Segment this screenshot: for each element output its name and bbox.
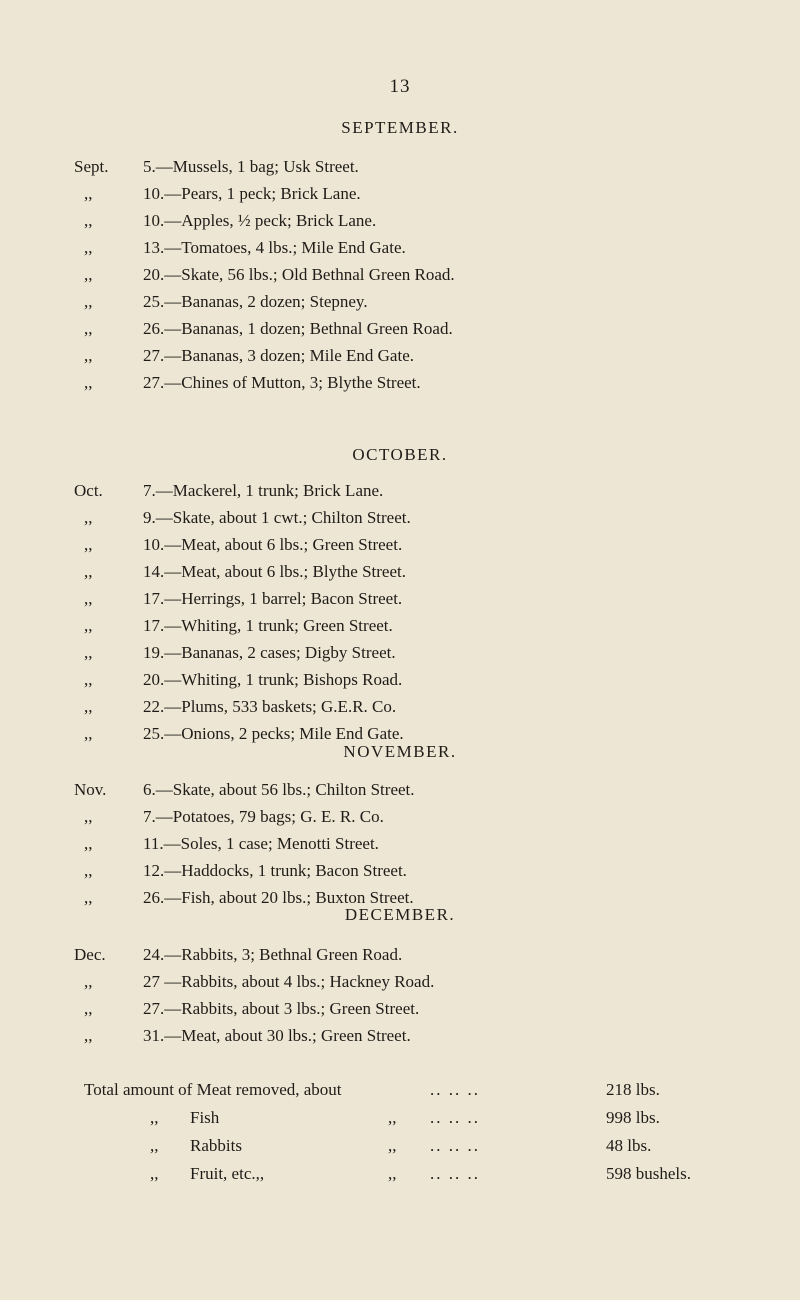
total-row-fish — [0, 1108, 800, 1136]
entries-december — [0, 945, 800, 1053]
ditto-mark: ,, — [84, 999, 93, 1018]
section-heading-october: OCTOBER. — [352, 445, 448, 464]
ditto-mark: ,, — [84, 346, 93, 365]
log-entry — [0, 807, 800, 834]
dot-leaders: .. .. .. — [430, 1080, 480, 1099]
log-entry — [0, 562, 800, 589]
ditto-mark: ,, — [388, 1108, 397, 1127]
ditto-mark: ,, — [84, 807, 93, 826]
month-label: Sept. — [74, 157, 109, 176]
total-prefix — [84, 1080, 342, 1100]
entry-text: 26.—Fish, about 20 lbs.; Buxton Street. — [143, 888, 414, 907]
ditto-mark: ,, — [84, 861, 93, 880]
log-entry — [0, 834, 800, 861]
ditto-mark: ,, — [84, 670, 93, 689]
entry-text: 31.—Meat, about 30 lbs.; Green Street. — [143, 1026, 411, 1045]
ditto-mark: ,, — [84, 292, 93, 311]
total-row-fruit — [0, 1164, 800, 1192]
total-amount: 218 lbs. — [606, 1080, 660, 1099]
total-item-text: Rabbits — [190, 1136, 242, 1155]
total-item: Meat removed, about — [196, 1080, 342, 1099]
month-label: Oct. — [74, 481, 103, 500]
ditto-mark: ,, — [84, 265, 93, 284]
total-item — [190, 1164, 264, 1184]
total-prefix-text: Total amount of — [84, 1080, 193, 1099]
entry-text: 7.—Mackerel, 1 trunk; Brick Lane. — [143, 481, 384, 500]
ditto-mark: ,, — [84, 211, 93, 230]
log-entry — [0, 999, 800, 1026]
entry-text: 20.—Skate, 56 lbs.; Old Bethnal Green Road. — [143, 265, 455, 284]
dot-leaders: .. .. .. — [430, 1164, 480, 1183]
ditto-mark: ,, — [84, 1026, 93, 1045]
total-item — [190, 1108, 219, 1128]
entry-text: 27.—Bananas, 3 dozen; Mile End Gate. — [143, 346, 414, 365]
log-entry — [0, 1026, 800, 1053]
ditto-mark: ,, — [84, 562, 93, 581]
dot-leaders: .. .. .. — [430, 1108, 480, 1127]
ditto-mark: ,, — [84, 834, 93, 853]
ditto-mark: ,, — [84, 643, 93, 662]
total-amount: 998 lbs. — [606, 1108, 660, 1127]
entries-september — [0, 157, 800, 400]
log-entry — [0, 945, 800, 972]
log-entry — [0, 346, 800, 373]
total-row-rabbits — [0, 1136, 800, 1164]
totals-summary — [0, 1080, 800, 1192]
ditto-mark: ,, — [84, 697, 93, 716]
log-entry — [0, 157, 800, 184]
entry-text: 10.—Pears, 1 peck; Brick Lane. — [143, 184, 361, 203]
section-heading-september: SEPTEMBER. — [341, 118, 459, 137]
total-amount: 598 bushels. — [606, 1164, 691, 1183]
entry-text: 10.—Meat, about 6 lbs.; Green Street. — [143, 535, 403, 554]
entry-text: 11.—Soles, 1 case; Menotti Street. — [143, 834, 379, 853]
entry-text: 25.—Bananas, 2 dozen; Stepney. — [143, 292, 368, 311]
log-entry — [0, 535, 800, 562]
total-item-text: Fish — [190, 1108, 220, 1127]
entry-text: 24.—Rabbits, 3; Bethnal Green Road. — [143, 945, 403, 964]
ditto-mark: ,, — [84, 972, 93, 991]
log-entry — [0, 697, 800, 724]
total-item — [190, 1136, 242, 1156]
entries-october — [0, 481, 800, 751]
log-entry — [0, 861, 800, 888]
entry-text: 9.—Skate, about 1 cwt.; Chilton Street. — [143, 508, 411, 527]
month-label: Nov. — [74, 780, 107, 799]
ditto-mark: ,, — [84, 616, 93, 635]
ditto-mark: ,, — [388, 1136, 397, 1155]
log-entry — [0, 643, 800, 670]
ditto-mark: ,, — [84, 184, 93, 203]
ditto-mark: ,, — [150, 1136, 159, 1155]
entry-text: 13.—Tomatoes, 4 lbs.; Mile End Gate. — [143, 238, 406, 257]
month-label: Dec. — [74, 945, 106, 964]
ditto-mark: ,, — [150, 1164, 159, 1183]
log-entry — [0, 616, 800, 643]
entry-text: 27.—Rabbits, about 3 lbs.; Green Street. — [143, 999, 420, 1018]
entry-text: 19.—Bananas, 2 cases; Digby Street. — [143, 643, 396, 662]
log-entry — [0, 670, 800, 697]
log-entry — [0, 211, 800, 238]
entry-text: 6.—Skate, about 56 lbs.; Chilton Street. — [143, 780, 415, 799]
log-entry — [0, 589, 800, 616]
log-entry — [0, 319, 800, 346]
ditto-mark: ,, — [388, 1164, 397, 1183]
entry-text: 27.—Chines of Mutton, 3; Blythe Street. — [143, 373, 421, 392]
log-entry — [0, 972, 800, 999]
ditto-mark: ,, — [84, 373, 93, 392]
dot-leaders: .. .. .. — [430, 1136, 480, 1155]
log-entry — [0, 265, 800, 292]
page-number: 13 — [389, 76, 411, 97]
ditto-mark: ,, — [84, 319, 93, 338]
section-heading-november: NOVEMBER. — [343, 742, 457, 761]
ditto-mark: ,, — [84, 724, 93, 743]
total-amount: 48 lbs. — [606, 1136, 652, 1155]
entry-text: 26.—Bananas, 1 dozen; Bethnal Green Road. — [143, 319, 453, 338]
log-entry — [0, 184, 800, 211]
entry-text: 14.—Meat, about 6 lbs.; Blythe Street. — [143, 562, 406, 581]
total-row-meat — [0, 1080, 800, 1108]
ditto-mark: ,, — [84, 888, 93, 907]
ditto-mark: ,, — [84, 508, 93, 527]
ditto-mark: ,, — [84, 589, 93, 608]
log-entry — [0, 238, 800, 265]
entry-text: 25.—Onions, 2 pecks; Mile End Gate. — [143, 724, 404, 743]
entries-november — [0, 780, 800, 915]
entry-text: 5.—Mussels, 1 bag; Usk Street. — [143, 157, 359, 176]
entry-text: 17.—Herrings, 1 barrel; Bacon Street. — [143, 589, 403, 608]
ditto-mark: ,, — [84, 535, 93, 554]
entry-text: 27 —Rabbits, about 4 lbs.; Hackney Road. — [143, 972, 435, 991]
log-entry — [0, 292, 800, 319]
entry-text: 12.—Haddocks, 1 trunk; Bacon Street. — [143, 861, 407, 880]
section-heading-december: DECEMBER. — [344, 905, 456, 924]
log-entry — [0, 481, 800, 508]
ditto-mark: ,, — [150, 1108, 159, 1127]
entry-text: 17.—Whiting, 1 trunk; Green Street. — [143, 616, 393, 635]
entry-text: 22.—Plums, 533 baskets; G.E.R. Co. — [143, 697, 397, 716]
log-entry — [0, 508, 800, 535]
entry-text: 7.—Potatoes, 79 bags; G. E. R. Co. — [143, 807, 384, 826]
entry-text: 20.—Whiting, 1 trunk; Bishops Road. — [143, 670, 403, 689]
ditto-mark: ,, — [84, 238, 93, 257]
log-entry — [0, 373, 800, 400]
total-item-text: Fruit, etc.,, — [190, 1164, 265, 1183]
log-entry — [0, 780, 800, 807]
entry-text: 10.—Apples, ½ peck; Brick Lane. — [143, 211, 377, 230]
